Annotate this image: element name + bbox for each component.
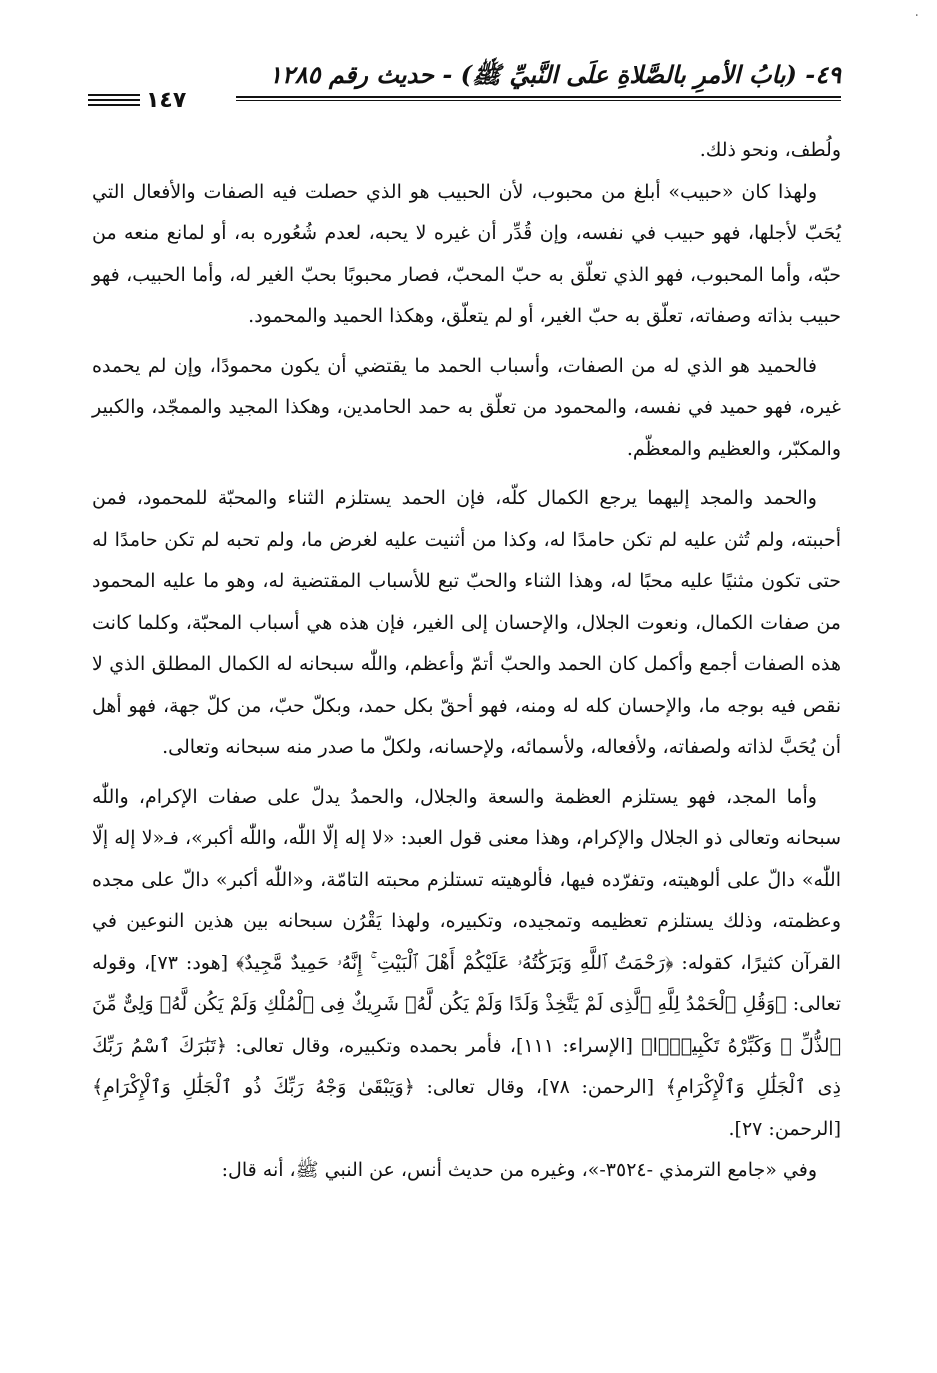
- paragraph: والحمد والمجد إليهما يرجع الكمال كلّه، فإن الحمد يستلزم الثناء والمحبّة للمحمود، فمن أحببته، ولم تُثن عليه لم تكن حامدًا له، وكذا من أثنيت عليه لغرض ما، ولم تحبه لم تكن حامدًا له حتى تكون مثنيًا عليه محبًا له، وهذا الثناء والحبّ تبع للأسباب المقتضية له، وهو ما عليه المحمود من صفات الكمال، ونعوت الجلال، والإحسان إلى الغير، فإن هذه هي أسباب المحبّة، وكلما كانت هذه الصفات أجمع وأكمل كان الحمد والحبّ أتمّ وأعظم، واللّٰه سبحانه له الكمال المطلق الذي لا نقص فيه بوجه ما، والإحسان كله له ومنه، فهو أحقّ بكل حمد، وبكلّ حبّ، من كلّ جهة، فهو أهل أن يُحَبَّ لذاته ولصفاته، ولأفعاله، ولأسمائه، ولإحسانه، ولكلّ ما صدر منه سبحانه وتعالى.: [92, 487, 841, 758]
- page-corner-mark: ·: [914, 8, 919, 24]
- header-rule-triple: [88, 94, 140, 96]
- header-rule: [236, 96, 841, 98]
- body-text: [92, 130, 841, 1192]
- running-header: [88, 52, 841, 112]
- paragraph: وفي «جامع الترمذي -٣٥٢٤-»، وغيره من حديث أنس، عن النبي ﷺ، أنه قال:: [221, 1159, 817, 1181]
- paragraph: وأما المجد، فهو يستلزم العظمة والسعة والجلال، والحمدُ يدلّ على صفات الإكرام، واللّٰه سبحانه وتعالى ذو الجلال والإكرام، وهذا معنى قول العبد: «لا إله إلّا اللّٰه، واللّٰه أكبر»، فـ«لا إله إلّا اللّٰه» دالّ على ألوهيته، وتفرّده فيها، فألوهيته تستلزم محبته التامّة، و«اللّٰه أكبر» دالّ على مجده وعظمته، وذلك يستلزم تعظيمه وتمجيده، وتكبيره، ولهذا يَقْرُن سبحانه بين هذين النوعين في القرآن كثيرًا، كقوله: ﴿رَحْمَتُ ٱللَّهِ وَبَرَكَٰتُهُۥ عَلَيْكُمْ أَهْلَ ٱلْبَيْتِ ۚ إِنَّهُۥ حَمِيدٌ مَّجِيدٌ﴾ [هود: ٧٣]، وقوله تعالى: ﴿وَقُلِ ٱلْحَمْدُ لِلَّهِ ٱلَّذِى لَمْ يَتَّخِذْ وَلَدًا وَلَمْ يَكُن لَّهُۥ شَرِيكٌ فِى ٱلْمُلْكِ وَلَمْ يَكُن لَّهُۥ وَلِىٌّ مِّنَ ٱلذُّلِّ ۖ وَكَبِّرْهُ تَكْبِيرًۢا﴾ [الإسراء: ١١١]، فأمر بحمده وتكبيره، وقال تعالى: ﴿تَبَٰرَكَ ٱسْمُ رَبِّكَ ذِى ٱلْجَلَٰلِ وَٱلْإِكْرَامِ﴾ [الرحمن: ٧٨]، وقال تعالى: ﴿وَيَبْقَىٰ وَجْهُ رَبِّكَ ذُو ٱلْجَلَٰلِ وَٱلْإِكْرَامِ﴾ [الرحمن: ٢٧].: [92, 785, 841, 1140]
- page-number: ١٤٧: [146, 88, 187, 113]
- paragraph: ولهذا كان «حبيب» أبلغ من محبوب، لأن الحبيب هو الذي حصلت فيه الصفات والأفعال التي يُحَبّ لأجلها، فهو حبيب في نفسه، وإن قُدِّر أن غيره لا يحبه، لعدم شُعُوره به، أو لمانع منعه من حبّه، وأما المحبوب، فهو الذي تعلّق به حبّ المحبّ، فصار محبوبًا بحبّ الغير له، وأما الحبيب، فهو حبيب بذاته وصفاته، تعلّق به حبّ الغير، أو لم يتعلّق، وهكذا الحميد والمحمود.: [92, 180, 841, 327]
- paragraph: فالحميد هو الذي له من الصفات، وأسباب الحمد ما يقتضي أن يكون محمودًا، وإن لم يحمده غيره، فهو حميد في نفسه، والمحمود من تعلّق به حمد الحامدين، وهكذا المجيد والممجّد، والكبير والمكبّر، والعظيم والمعظّم.: [92, 354, 841, 460]
- paragraph: ولُطف، ونحو ذلك.: [699, 139, 841, 161]
- header-title: ٤٩- (بابُ الأمرِ بالصَّلاةِ علَى النَّبيِّ ﷺ) - حديث رقم ١٢٨٥: [268, 60, 841, 89]
